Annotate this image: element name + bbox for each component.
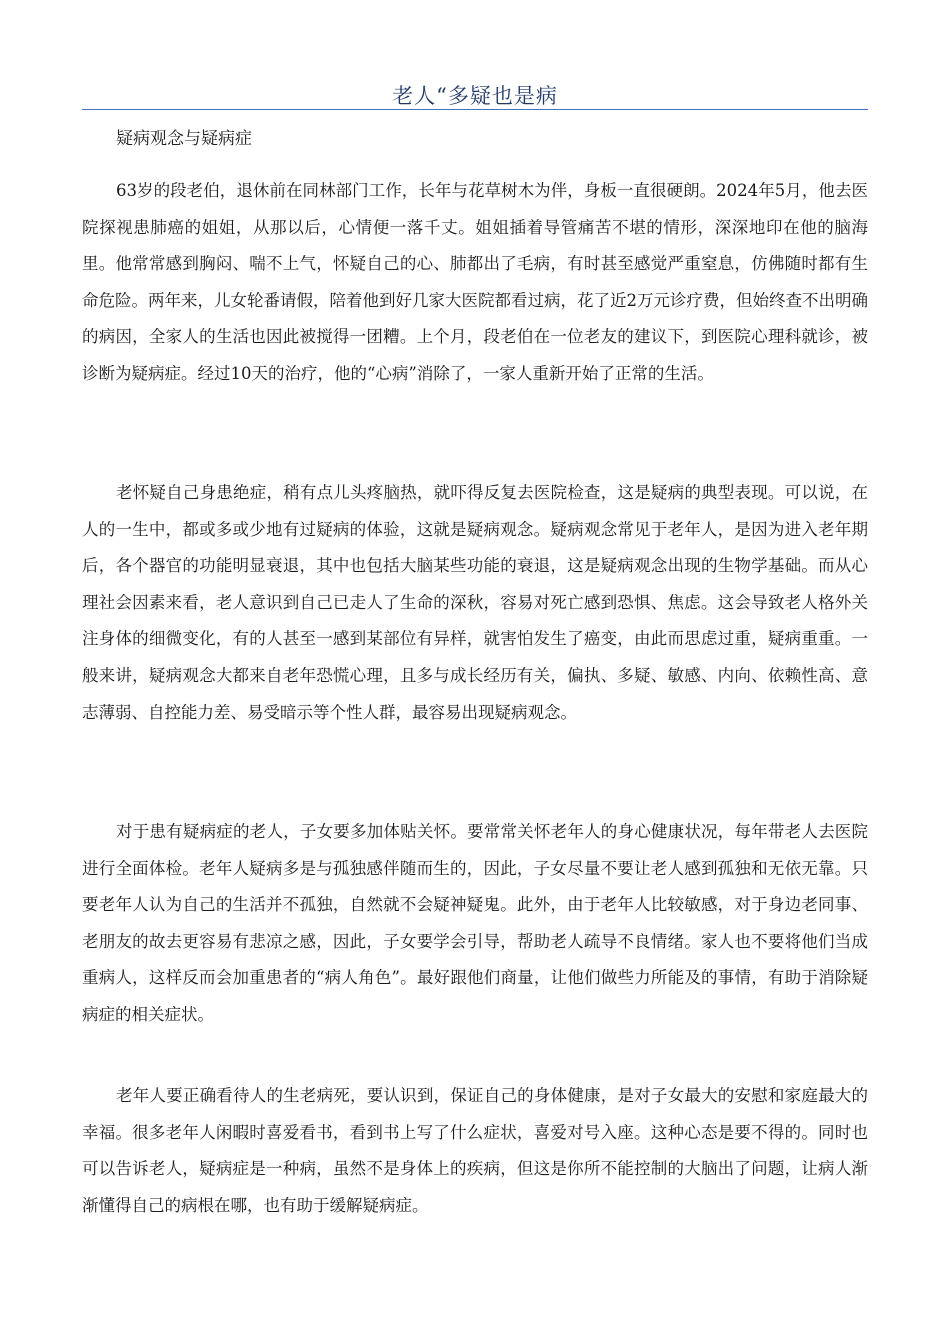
document-title: 老人“多疑也是病 [392,84,558,108]
paragraph-3: 对于患有疑病症的老人，子女要多加体贴关怀。要常常关怀老年人的身心健康状况，每年带老人去医院进行全面体检。老年人疑病多是与孤独感伴随而生的，因此，子女尽量不要让老人感到孤独和无依无靠。只要老年人认为自己的生活并不孤独，自然就不会疑神疑鬼。此外，由于老年人比较敏感，对于身边老同事、老朋友的故去更容易有悲凉之感，因此，子女要学会引导，帮助老人疏导不良情绪。家人也不要将他们当成重病人，这样反而会加重患者的“病人角色”。最好跟他们商量，让他们做些力所能及的事情，有助于消除疑病症的相关症状。 [82,822,868,1024]
paragraph-2: 老怀疑自己身患绝症，稍有点儿头疼脑热，就吓得反复去医院检查，这是疑病的典型表现。可以说，在人的一生中，都或多或少地有过疑病的体验，这就是疑病观念。疑病观念常见于老年人，是因为进入老年期后，各个器官的功能明显衰退，其中也包括大脑某些功能的衰退，这是疑病观念出现的生物学基础。而从心理社会因素来看，老人意识到自己已走人了生命的深秋，容易对死亡感到恐惧、焦虑。这会导致老人格外关注身体的细微变化，有的人甚至一感到某部位有异样，就害怕发生了癌变，由此而思虑过重，疑病重重。一般来讲，疑病观念大都来自老年恐慌心理，且多与成长经历有关，偏执、多疑、敏感、内向、依赖性高、意志薄弱、自控能力差、易受暗示等个性人群，最容易出现疑病观念。 [82,483,868,722]
title-underline [82,109,868,110]
paragraph-4: 老年人要正确看待人的生老病死，要认识到，保证自己的身体健康，是对子女最大的安慰和家庭最大的幸福。很多老年人闲暇时喜爱看书，看到书上写了什么症状，喜爱对号入座。这种心态是要不得的。同时也可以告诉老人，疑病症是一种病，虽然不是身体上的疾病，但这是你所不能控制的大脑出了问题，让病人渐渐懂得自己的病根在哪，也有助于缓解疑病症。 [82,1086,868,1215]
section-heading: 疑病观念与疑病症 [116,129,252,149]
paragraph-1: 63岁的段老伯，退休前在同林部门工作，长年与花草树木为伴，身板一直很硬朗。2024年5月，他去医院探视患肺癌的姐姐，从那以后，心情便一落千丈。姐姐插着导管痛苦不堪的情形，深深地印在他的脑海里。他常常感到胸闷、喘不上气，怀疑自己的心、肺都出了毛病，有时甚至感觉严重窒息，仿佛随时都有生命危险。两年来，儿女轮番请假，陪着他到好几家大医院都看过病，花了近2万元诊疗费，但始终查不出明确的病因，全家人的生活也因此被搅得一团糟。上个月，段老伯在一位老友的建议下，到医院心理科就诊，被诊断为疑病症。经过10天的治疗，他的“心病”消除了，一家人重新开始了正常的生活。 [82,181,868,383]
